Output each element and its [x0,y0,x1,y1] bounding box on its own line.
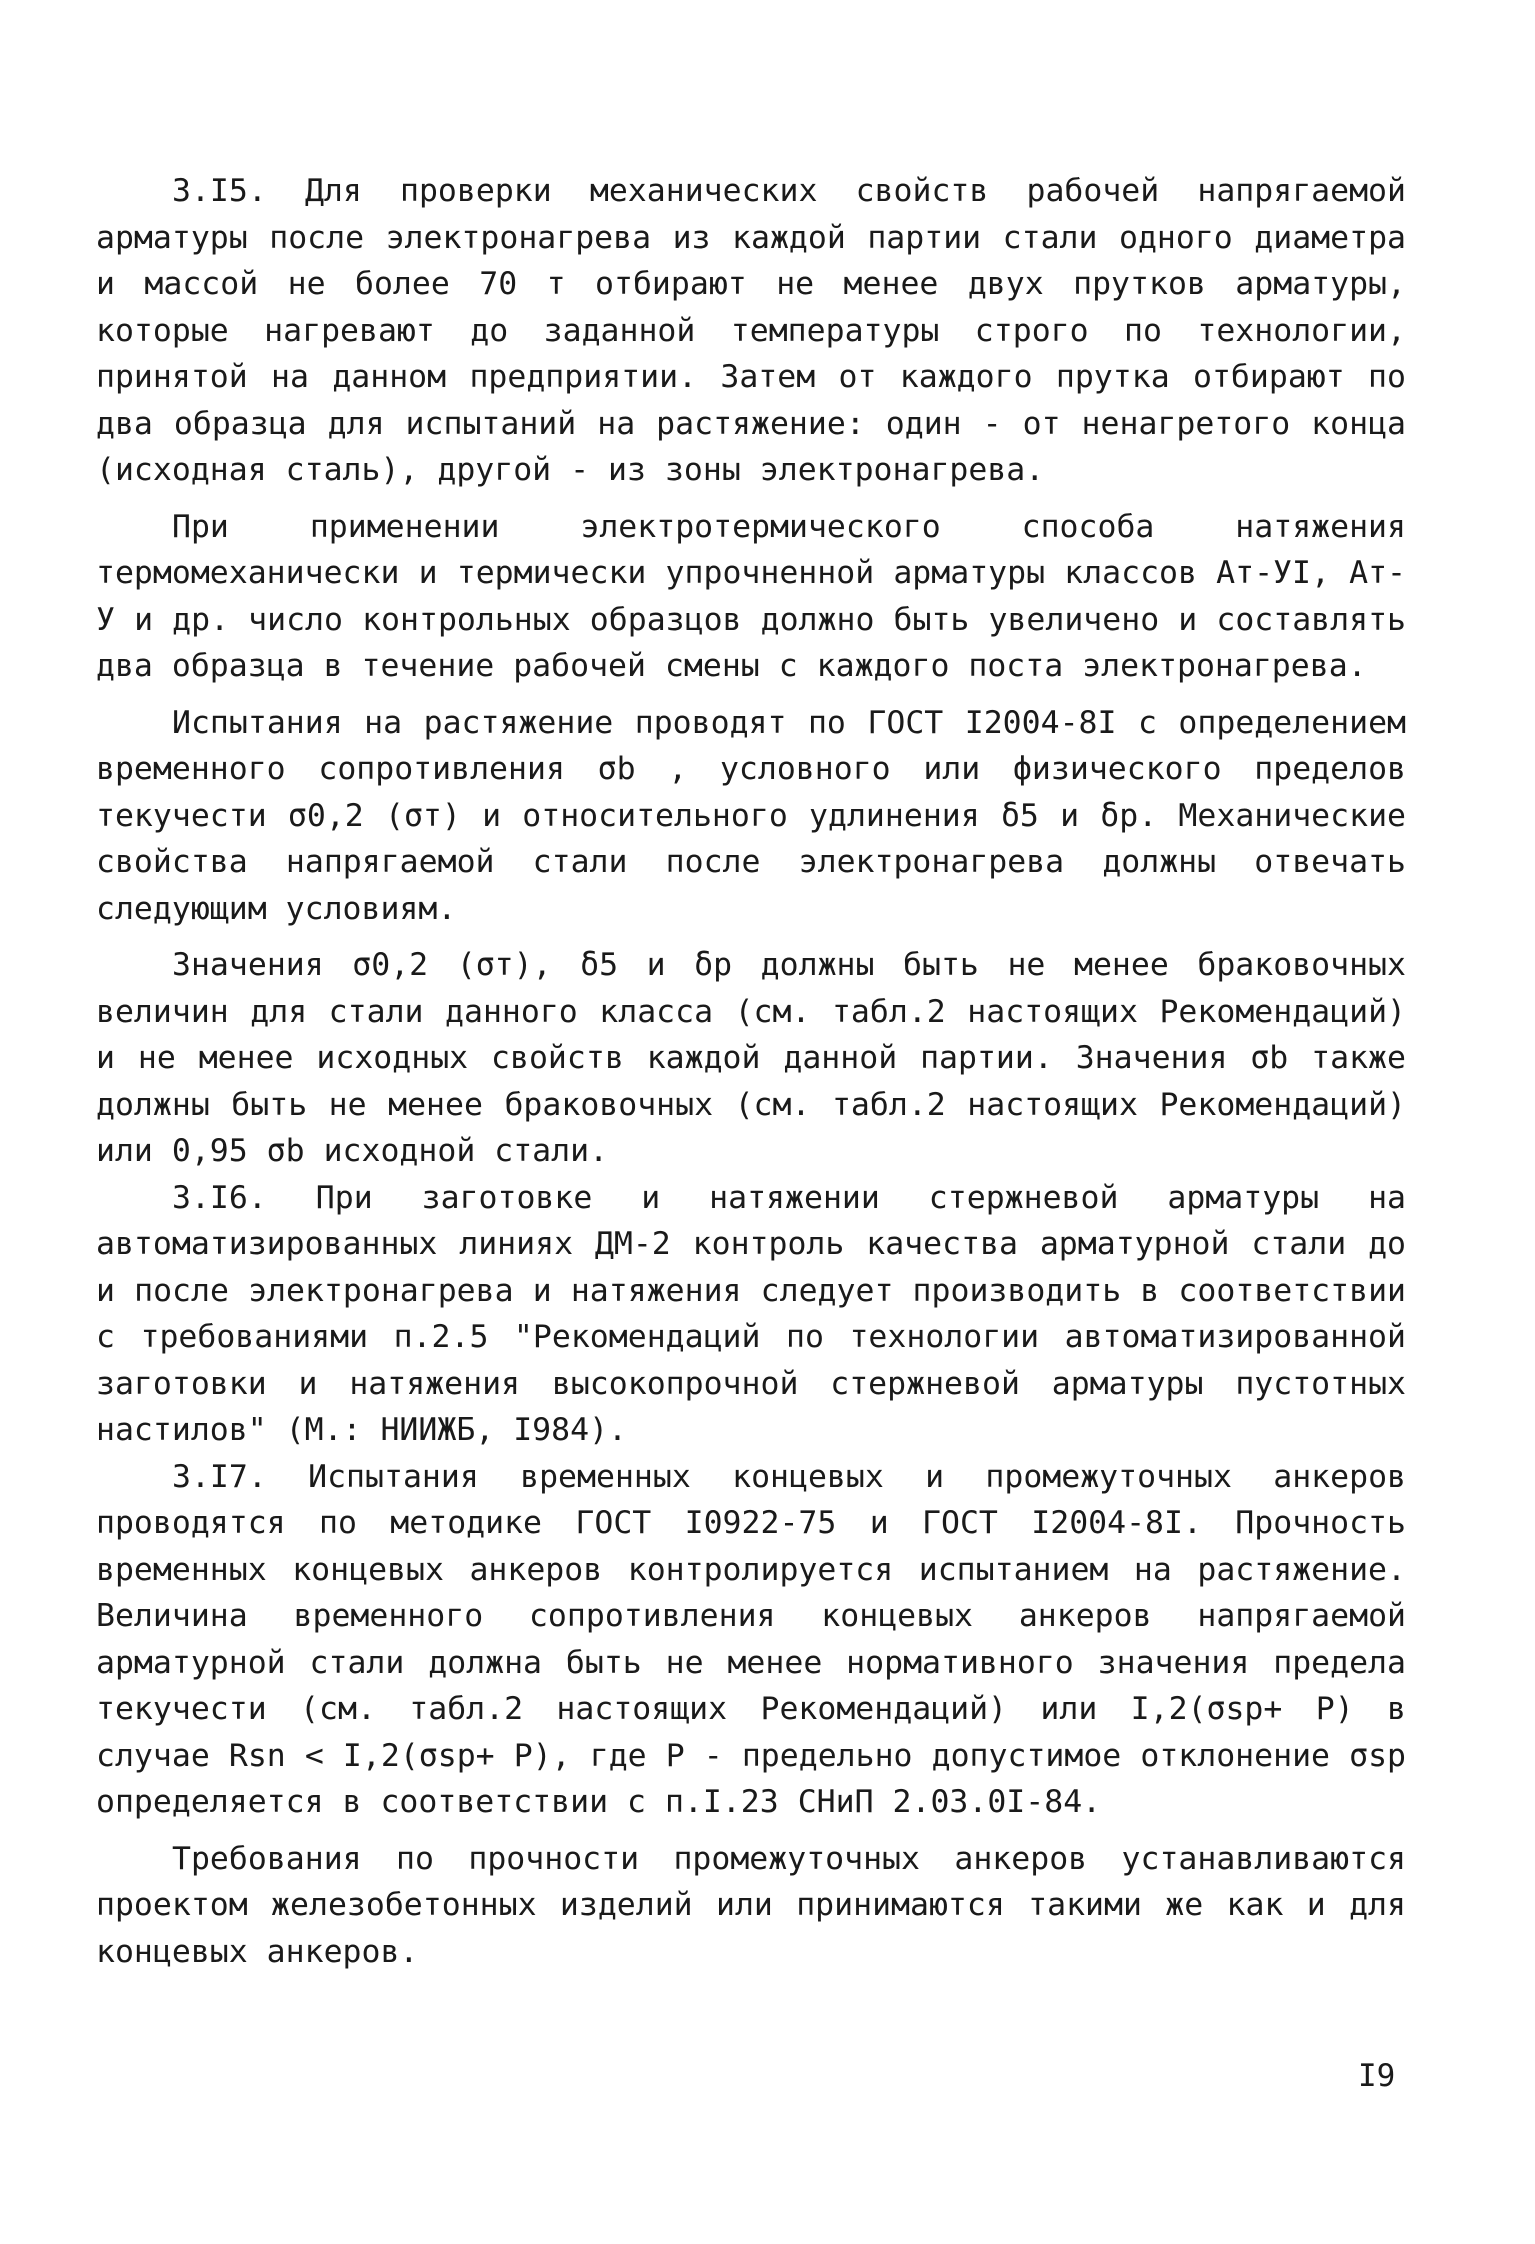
paragraph-3-16: 3.I6. При заготовке и натяжении стержневой арматуры на автоматизированных линиях ДМ-2 контроль качества арматурной стали до и после электронагрева и натяжения следует производить в соответствии с требованиями п.2.5 "Рекомендаций по технологии автоматизированной заготовки и натяжения высокопрочной стержневой арматуры пустотных настилов" (М.: НИИЖБ, I984). [96,1179,1406,1448]
paragraph-electrothermal: При применении электротермического способа натяжения термомеханически и термически упрочненной арматуры классов Ат-УI, Ат-У и др. число контрольных образцов должно быть увеличено и составлять два образца в течение рабочей смены с каждого поста электронагрева. [96,508,1406,684]
paragraph-tensile-tests: Испытания на растяжение проводят по ГОСТ I2004-8I с определением временного сопротивления σb , условного или физического пределов текучести σ0,2 (σт) и относительного удлинения δ5 и δp. Механические свойства напрягаемой стали после электронагрева должны отвечать следующим условиям. [96,704,1406,927]
document-body [96,168,1406,1975]
paragraph-3-15: 3.I5. Для проверки механических свойств рабочей напрягаемой арматуры после электронагрева из каждой партии стали одного диаметра и массой не более 70 т отбирают не менее двух прутков арматуры, которые нагревают до заданной температуры строго по технологии, принятой на данном предприятии. Затем от каждого прутка отбирают по два образца для испытаний на растяжение: один - от ненагретого конца (исходная сталь), другой - из зоны электронагрева. [96,173,1406,488]
paragraph-values: Значения σ0,2 (σт), δ5 и δp должны быть не менее браковочных величин для стали данного класса (см. табл.2 настоящих Рекомендаций) и не менее исходных свойств каждой данной партии. Значения σb также должны быть не менее браковочных (см. табл.2 настоящих Рекомендаций) или 0,95 σb исходной стали. [96,947,1406,1169]
paragraph-3-17: 3.I7. Испытания временных концевых и промежуточных анкеров проводятся по методике ГОСТ I0922-75 и ГОСТ I2004-8I. Прочность временных концевых анкеров контролируется испытанием на растяжение. Величина временного сопротивления концевых анкеров напрягаемой арматурной стали должна быть не менее нормативного значения предела текучести (см. табл.2 настоящих Рекомендаций) или I,2(σsp+ Р) в случае Rsn < I,2(σsp+ Р), где Р - предельно допустимое отклонение σsp определяется в соответствии с п.I.23 СНиП 2.03.0I-84. [96,1458,1406,1820]
page-number: I9 [1358,2058,1396,2094]
paragraph-intermediate-anchors: Требования по прочности промежуточных анкеров устанавливаются проектом железобетонных изделий или принимаются такими же как и для концевых анкеров. [96,1840,1406,1970]
